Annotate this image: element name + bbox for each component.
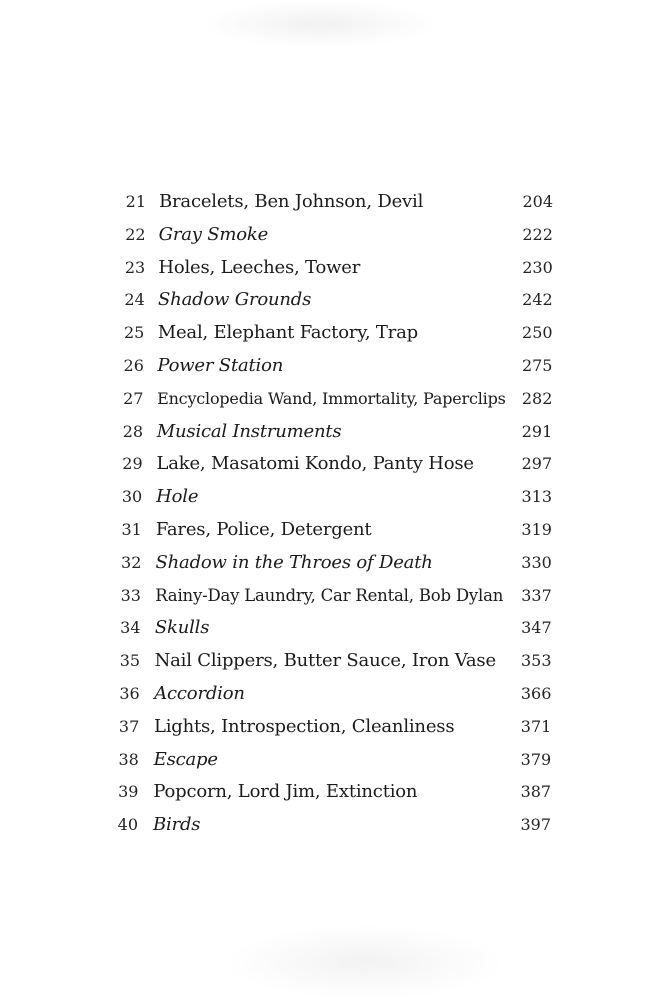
toc-entry (0, 284, 650, 317)
page-number: 379 (520, 749, 552, 769)
chapter-number: 32 (121, 552, 142, 572)
toc-entry (0, 809, 650, 842)
chapter-number: 23 (124, 257, 146, 277)
page-number: 291 (521, 421, 553, 441)
chapter-title: Rainy-Day Laundry, Car Rental, Bob Dylan (155, 585, 504, 605)
chapter-title: Shadow Grounds (158, 289, 312, 311)
page-number: 222 (522, 224, 553, 244)
toc-entry (0, 186, 650, 219)
page-number: 353 (520, 651, 552, 671)
toc-entry (0, 317, 650, 350)
toc-entry (0, 481, 650, 514)
chapter-title: Lake, Masatomi Kondo, Panty Hose (156, 453, 474, 475)
toc-entry (0, 448, 650, 481)
chapter-number: 21 (125, 192, 146, 211)
toc-entry (0, 612, 650, 645)
chapter-number: 35 (119, 651, 141, 671)
toc-entry (0, 252, 650, 285)
page-number: 330 (521, 552, 552, 572)
chapter-title: Encyclopedia Wand, Immortality, Paperclips (157, 388, 506, 408)
chapter-number: 24 (124, 290, 145, 310)
toc-entry (0, 547, 650, 580)
chapter-number: 27 (123, 388, 144, 408)
toc-entry (0, 383, 650, 416)
page-number: 230 (522, 257, 553, 277)
chapter-number: 28 (122, 421, 144, 441)
page-number: 282 (521, 388, 553, 408)
page-number: 313 (521, 487, 553, 507)
chapter-number: 22 (125, 224, 146, 244)
chapter-number: 26 (123, 355, 144, 375)
page-number: 242 (522, 290, 553, 310)
toc-entry (0, 580, 650, 613)
chapter-title: Hole (156, 486, 199, 508)
chapter-number: 30 (121, 487, 143, 507)
page-number: 297 (521, 454, 553, 474)
page-number: 366 (520, 683, 552, 703)
chapter-title: Holes, Leeches, Tower (158, 256, 361, 278)
chapter-number: 36 (119, 683, 140, 703)
scan-shadow-top (200, 0, 440, 48)
chapter-title: Popcorn, Lord Jim, Extinction (153, 781, 418, 803)
chapter-number: 40 (117, 815, 138, 835)
chapter-title: Lights, Introspection, Cleanliness (153, 715, 455, 737)
chapter-title: Bracelets, Ben Johnson, Devil (159, 191, 424, 212)
page-number: 337 (521, 585, 552, 605)
page-number: 387 (520, 782, 552, 802)
chapter-title: Fares, Police, Detergent (155, 518, 372, 540)
chapter-number: 38 (118, 749, 139, 769)
page-number: 397 (520, 815, 551, 835)
page-number: 250 (522, 323, 553, 343)
toc-entry (0, 678, 650, 711)
chapter-title: Shadow in the Throes of Death (155, 551, 433, 573)
page-number: 204 (522, 192, 553, 211)
chapter-number: 29 (122, 454, 143, 474)
chapter-title: Gray Smoke (158, 223, 269, 245)
chapter-title: Nail Clippers, Butter Sauce, Iron Vase (154, 650, 496, 672)
toc-entry (0, 350, 650, 383)
page-number: 319 (521, 519, 552, 539)
chapter-title: Meal, Elephant Factory, Trap (157, 322, 418, 344)
page-number: 275 (521, 355, 553, 375)
chapter-number: 33 (120, 585, 141, 605)
chapter-number: 31 (121, 519, 142, 539)
chapter-number: 34 (120, 618, 141, 638)
toc-entry (0, 514, 650, 547)
table-of-contents (0, 186, 650, 842)
toc-entry (0, 219, 650, 252)
toc-entry (0, 711, 650, 744)
page-number: 347 (521, 618, 552, 638)
scan-shadow-bottom (225, 925, 505, 1000)
chapter-title: Birds (153, 814, 201, 836)
toc-entry (0, 645, 650, 678)
chapter-title: Musical Instruments (156, 420, 342, 442)
page-number: 371 (520, 716, 552, 736)
toc-entry (0, 776, 650, 809)
chapter-title: Accordion (154, 682, 245, 704)
toc-entry (0, 416, 650, 449)
chapter-title: Skulls (154, 617, 210, 639)
chapter-title: Escape (153, 748, 218, 770)
chapter-title: Power Station (157, 354, 284, 376)
chapter-number: 37 (118, 716, 140, 736)
chapter-number: 25 (123, 323, 145, 343)
chapter-number: 39 (118, 782, 139, 802)
toc-entry (0, 744, 650, 777)
